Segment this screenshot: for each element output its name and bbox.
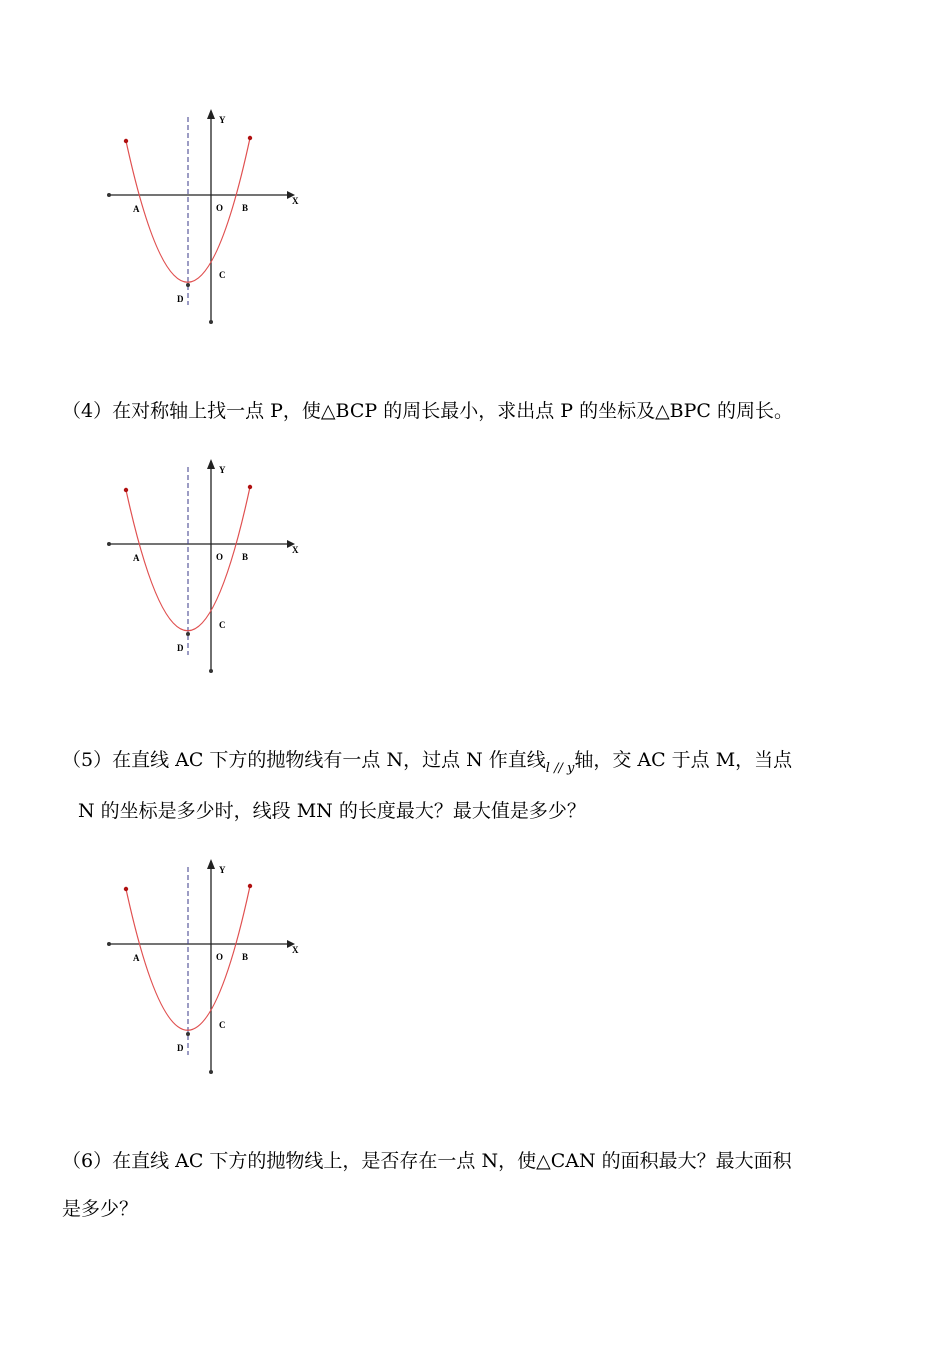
x-axis-left-end	[107, 542, 111, 546]
question-6-line-2: 是多少？	[62, 1198, 139, 1220]
label-c: C	[219, 620, 226, 630]
parabola-right-end	[248, 136, 252, 140]
y-axis-bottom-end	[209, 320, 213, 324]
axis-label-y: Y	[219, 865, 226, 875]
question-5-line-2: N 的坐标是多少时，线段 MN 的长度最大？最大值是多少？	[78, 800, 586, 822]
question-5-text-b: 轴，交 AC 于点 M，当点	[574, 749, 793, 771]
axis-label-y: Y	[219, 465, 226, 475]
parabola-graph	[95, 105, 335, 335]
parabola-figure-3	[95, 855, 335, 1085]
label-b: B	[242, 952, 249, 962]
label-o: O	[216, 552, 224, 562]
parabola-graph	[95, 455, 335, 685]
vertex-d	[186, 283, 190, 287]
axis-label-x: X	[292, 196, 299, 206]
axis-label-x: X	[292, 545, 299, 555]
parabola-left-end	[124, 139, 128, 143]
question-4	[62, 387, 902, 435]
parabola-figure-1	[95, 105, 335, 335]
vertex-d	[186, 1032, 190, 1036]
label-c: C	[219, 1020, 226, 1030]
parallel-notation: l // y	[545, 761, 575, 776]
label-d: D	[177, 643, 184, 653]
x-axis-left-end	[107, 942, 111, 946]
label-a: A	[133, 553, 140, 563]
label-b: B	[242, 203, 249, 213]
question-4-text: （4）在对称轴上找一点 P，使△BCP 的周长最小，求出点 P 的坐标及△BPC 的周长。	[62, 400, 794, 422]
question-6-line-1: （6）在直线 AC 下方的抛物线上，是否存在一点 N，使△CAN 的面积最大？最大面积	[62, 1150, 792, 1172]
label-a: A	[133, 953, 140, 963]
parabola-left-end	[124, 887, 128, 891]
label-c: C	[219, 270, 226, 280]
label-d: D	[177, 1043, 184, 1053]
label-a: A	[133, 204, 140, 214]
label-o: O	[216, 952, 224, 962]
parabola-graph	[95, 855, 335, 1085]
y-axis-arrow	[207, 109, 215, 119]
label-o: O	[216, 203, 224, 213]
vertex-d	[186, 632, 190, 636]
y-axis-arrow	[207, 859, 215, 869]
label-b: B	[242, 552, 249, 562]
parabola-left-end	[124, 488, 128, 492]
axis-label-y: Y	[219, 115, 226, 125]
parabola-right-end	[248, 485, 252, 489]
x-axis-left-end	[107, 193, 111, 197]
question-6	[62, 1137, 902, 1233]
label-d: D	[177, 294, 184, 304]
y-axis-arrow	[207, 459, 215, 469]
y-axis-bottom-end	[209, 1070, 213, 1074]
parabola-right-end	[248, 884, 252, 888]
question-5-text-a: （5）在直线 AC 下方的抛物线有一点 N，过点 N 作直线	[62, 749, 546, 771]
question-5	[62, 736, 902, 835]
parabola-figure-2	[95, 455, 335, 685]
question-5-line-1	[62, 736, 902, 787]
y-axis-bottom-end	[209, 669, 213, 673]
axis-label-x: X	[292, 945, 299, 955]
